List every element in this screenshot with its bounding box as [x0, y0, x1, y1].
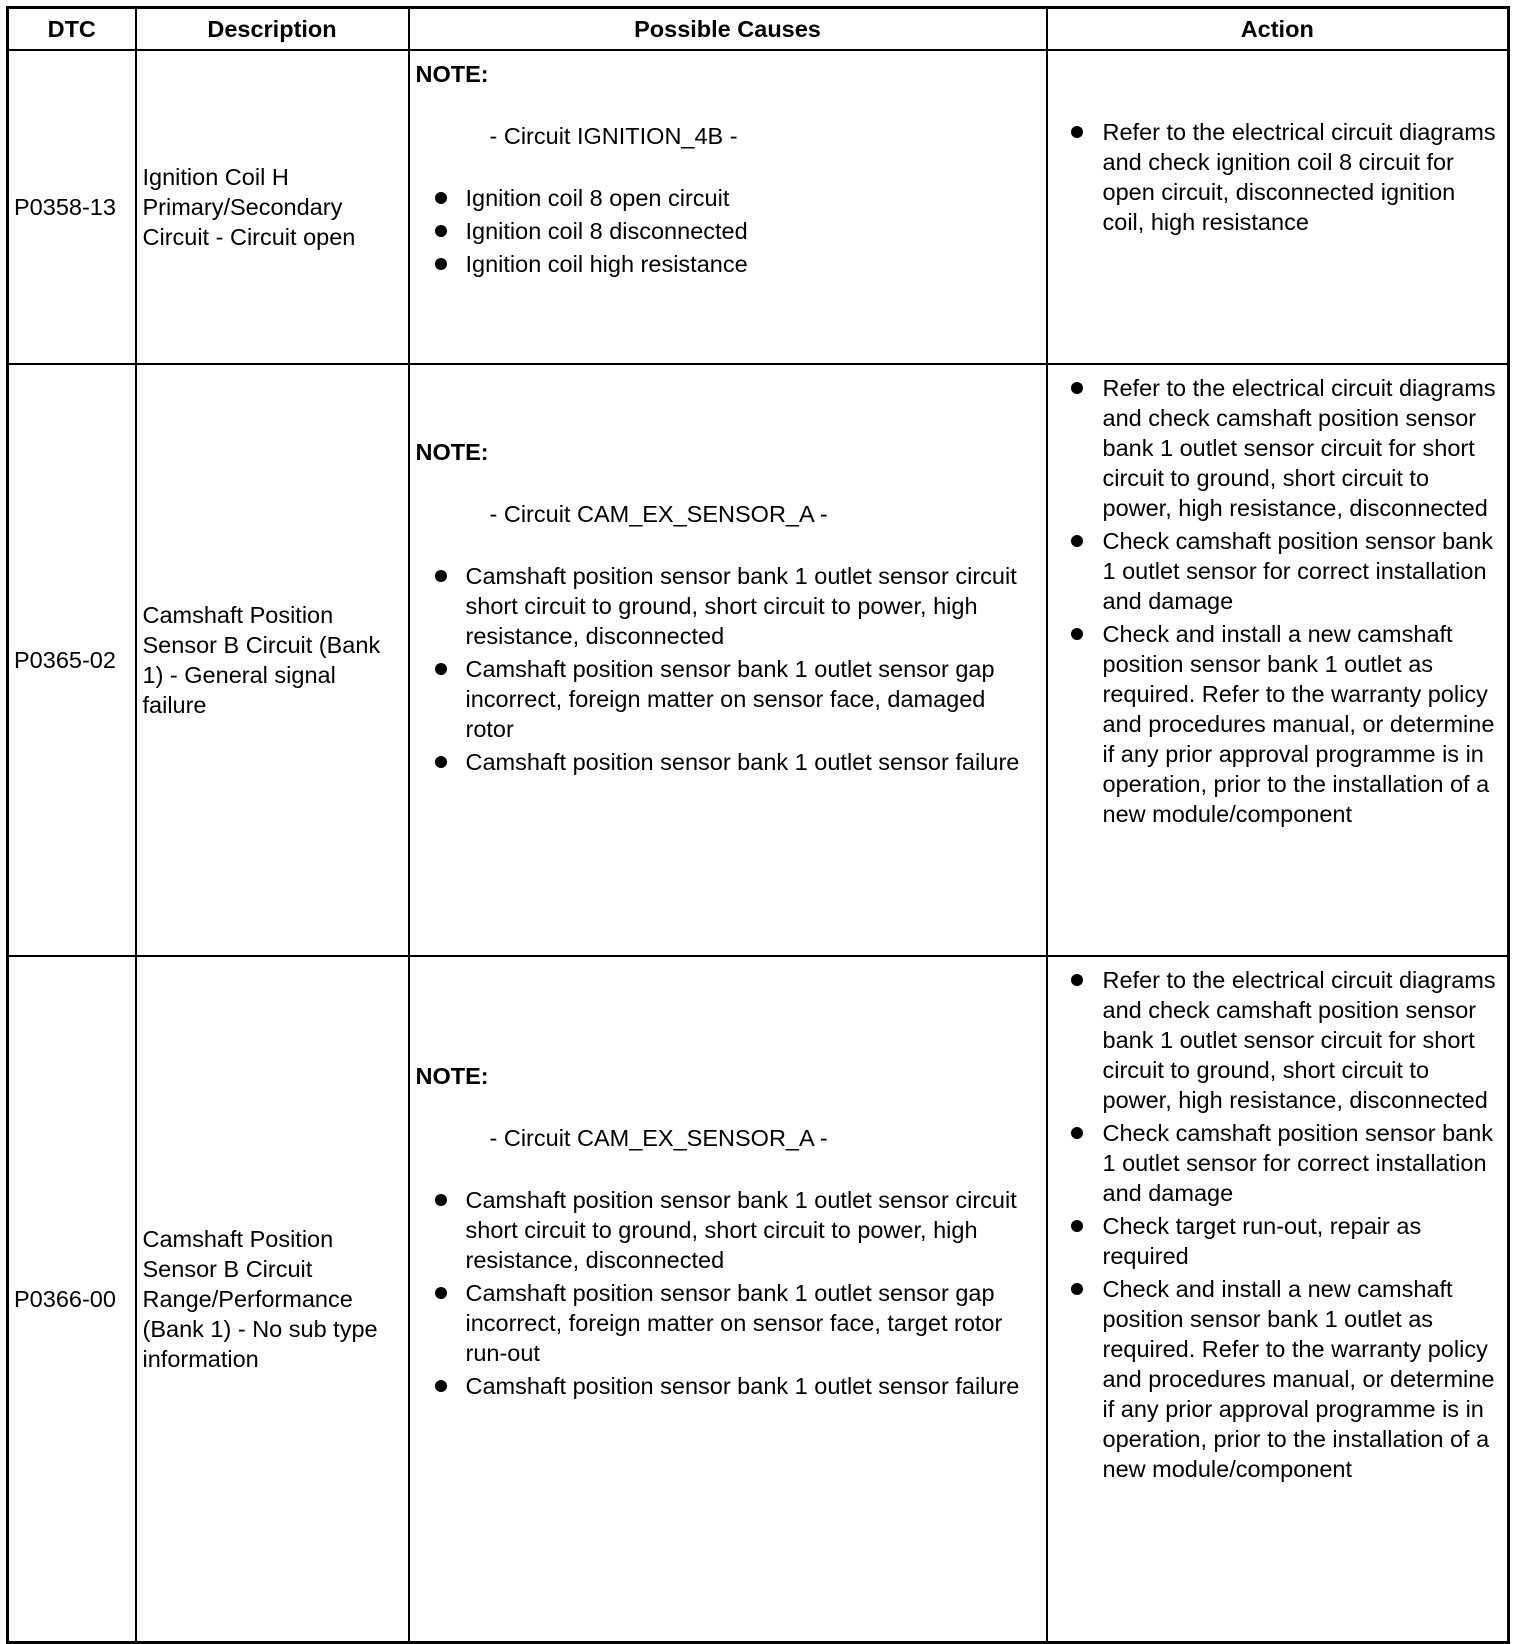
header-dtc: DTC — [8, 8, 136, 51]
list-item — [466, 1278, 1040, 1368]
note-label: NOTE: — [415, 1063, 489, 1089]
action-cell — [1047, 50, 1509, 364]
list-item — [466, 561, 1040, 651]
cause-text: Camshaft position sensor bank 1 outlet sensor circuit short circuit to ground, short circuit to power, high resistance, disconnected — [465, 563, 1017, 649]
table-row — [8, 50, 1509, 364]
action-text: Check and install a new camshaft position sensor bank 1 outlet as required. Refer to the warranty policy and procedures manual, or determine if any prior approval programme is in operation, prior to the installation of a new module/component — [1102, 1276, 1495, 1482]
cause-text: Camshaft position sensor bank 1 outlet sensor gap incorrect, foreign matter on sensor face, target rotor run-out — [465, 1280, 1003, 1366]
bullet-icon — [435, 1380, 447, 1392]
circuit-name: - Circuit CAM_EX_SENSOR_A - — [489, 501, 828, 527]
bullet-icon — [1071, 1283, 1083, 1295]
dtc-code: P0366-00 — [8, 956, 136, 1643]
list-item — [466, 654, 1040, 744]
bullet-icon — [1071, 1127, 1083, 1139]
bullet-icon — [1071, 974, 1083, 986]
action-text: Check and install a new camshaft position sensor bank 1 outlet as required. Refer to the warranty policy and procedures manual, or determine if any prior approval programme is in operation, prior to the installation of a new module/component — [1102, 621, 1495, 827]
list-item — [466, 1185, 1040, 1275]
dtc-code: P0365-02 — [8, 364, 136, 956]
dtc-description: Ignition Coil H Primary/Secondary Circuit - Circuit open — [136, 50, 409, 364]
cause-text: Ignition coil high resistance — [465, 251, 748, 277]
list-item — [1103, 526, 1504, 616]
causes-list — [416, 183, 1040, 279]
cause-text: Ignition coil 8 disconnected — [465, 218, 748, 244]
bullet-icon — [1071, 535, 1083, 547]
action-cell — [1047, 956, 1509, 1643]
dtc-table — [6, 6, 1510, 1644]
cause-text: Camshaft position sensor bank 1 outlet sensor circuit short circuit to ground, short circuit to power, high resistance, disconnected — [465, 1187, 1017, 1273]
bullet-icon — [435, 225, 447, 237]
action-text: Check target run-out, repair as required — [1102, 1213, 1422, 1269]
header-possible-causes: Possible Causes — [409, 8, 1047, 51]
header-action: Action — [1047, 8, 1509, 51]
header-row — [8, 8, 1509, 51]
possible-causes-cell — [409, 50, 1047, 364]
list-item — [1103, 1211, 1504, 1271]
bullet-icon — [1071, 126, 1083, 138]
bullet-icon — [435, 258, 447, 270]
list-item — [466, 183, 1040, 213]
action-text: Refer to the electrical circuit diagrams and check camshaft position sensor bank 1 outlet sensor circuit for short circuit to ground, short circuit to power, high resistance, disconnected — [1102, 967, 1496, 1113]
circuit-name: - Circuit IGNITION_4B - — [489, 123, 738, 149]
bullet-icon — [1071, 1220, 1083, 1232]
bullet-icon — [435, 1194, 447, 1206]
bullet-icon — [435, 1287, 447, 1299]
list-item — [466, 216, 1040, 246]
cause-text: Camshaft position sensor bank 1 outlet sensor gap incorrect, foreign matter on sensor face, damaged rotor — [465, 656, 995, 742]
list-item — [1103, 1118, 1504, 1208]
note-label: NOTE: — [415, 439, 489, 465]
list-item — [466, 249, 1040, 279]
actions-list — [1070, 965, 1504, 1484]
possible-causes-cell — [409, 364, 1047, 956]
list-item — [1103, 619, 1504, 829]
action-text: Check camshaft position sensor bank 1 outlet sensor for correct installation and damage — [1102, 528, 1494, 614]
bullet-icon — [435, 756, 447, 768]
circuit-name: - Circuit CAM_EX_SENSOR_A - — [489, 1125, 828, 1151]
list-item — [466, 1371, 1040, 1401]
actions-list — [1070, 117, 1504, 237]
note-label: NOTE: — [415, 61, 489, 87]
causes-list — [416, 561, 1040, 777]
causes-list — [416, 1185, 1040, 1401]
cause-text: Camshaft position sensor bank 1 outlet sensor failure — [465, 749, 1020, 775]
dtc-description: Camshaft Position Sensor B Circuit Range/Performance (Bank 1) - No sub type information — [136, 956, 409, 1643]
list-item — [1103, 1274, 1504, 1484]
list-item — [1103, 965, 1504, 1115]
possible-causes-cell — [409, 956, 1047, 1643]
bullet-icon — [1071, 382, 1083, 394]
bullet-icon — [435, 663, 447, 675]
action-text: Refer to the electrical circuit diagrams and check ignition coil 8 circuit for open circuit, disconnected ignition coil, high resistance — [1102, 119, 1496, 235]
dtc-description: Camshaft Position Sensor B Circuit (Bank 1) - General signal failure — [136, 364, 409, 956]
action-cell — [1047, 364, 1509, 956]
actions-list — [1070, 373, 1504, 829]
list-item — [1103, 117, 1504, 237]
action-text: Check camshaft position sensor bank 1 outlet sensor for correct installation and damage — [1102, 1120, 1494, 1206]
dtc-code: P0358-13 — [8, 50, 136, 364]
table-row — [8, 956, 1509, 1643]
bullet-icon — [435, 192, 447, 204]
cause-text: Camshaft position sensor bank 1 outlet sensor failure — [465, 1373, 1020, 1399]
bullet-icon — [435, 570, 447, 582]
list-item — [1103, 373, 1504, 523]
header-description: Description — [136, 8, 409, 51]
bullet-icon — [1071, 628, 1083, 640]
action-text: Refer to the electrical circuit diagrams and check camshaft position sensor bank 1 outlet sensor circuit for short circuit to ground, short circuit to power, high resistance, disconnected — [1102, 375, 1496, 521]
list-item — [466, 747, 1040, 777]
table-row — [8, 364, 1509, 956]
cause-text: Ignition coil 8 open circuit — [465, 185, 730, 211]
